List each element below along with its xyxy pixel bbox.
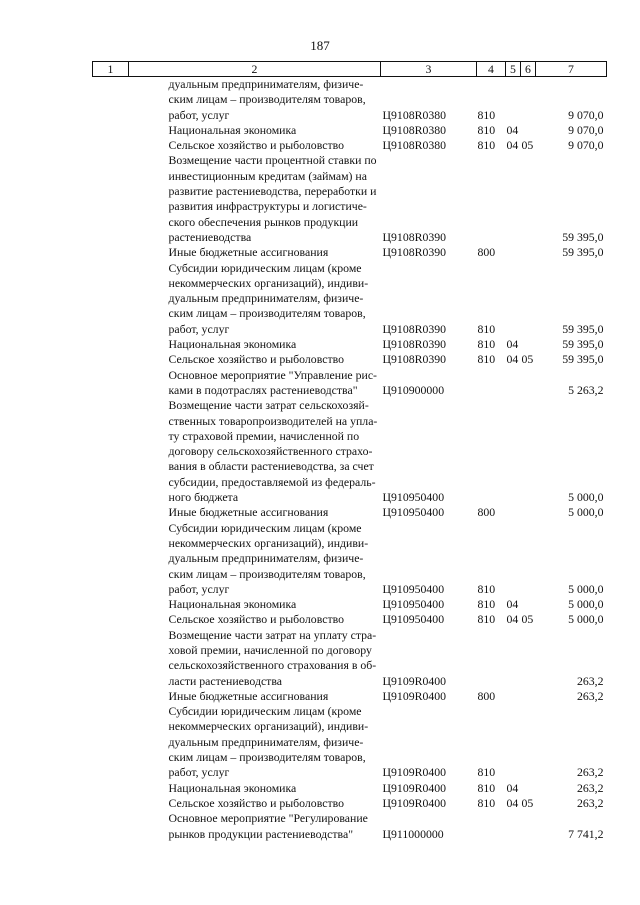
section-code — [506, 704, 521, 780]
expense-type — [477, 628, 506, 689]
expense-type: 800 — [477, 245, 496, 260]
item-name-line: Субсидии юридическим лицам (кроме — [168, 260, 362, 275]
subsection-code — [521, 337, 536, 352]
empty-cell — [93, 704, 129, 780]
table-row — [93, 123, 607, 138]
amount-value: 263,2 — [576, 780, 604, 795]
table-row — [93, 628, 607, 689]
amount-value: 59 395,0 — [562, 321, 604, 336]
item-name-line: Основное мероприятие "Управление рис- — [168, 367, 377, 382]
item-name-line: ского обеспечения рынков продукции — [168, 214, 359, 229]
table-row — [93, 612, 607, 627]
item-name — [129, 77, 381, 123]
empty-cell — [93, 138, 129, 153]
section-code — [506, 505, 521, 520]
header-col-7: 7 — [536, 62, 607, 77]
target-code: Ц9108R0380 — [382, 138, 447, 153]
table-row — [93, 689, 607, 704]
item-name — [129, 689, 381, 704]
item-name — [129, 521, 381, 597]
amount-value: 59 395,0 — [562, 337, 604, 352]
expense-type — [477, 398, 506, 505]
item-name-line: Национальная экономика — [168, 780, 297, 795]
expense-type: 810 — [477, 107, 496, 122]
item-name-line: дуальным предпринимателям, физиче- — [168, 734, 364, 749]
item-name-line: Сельское хозяйство и рыболовство — [168, 795, 344, 810]
target-code: Ц911000000 — [382, 826, 444, 841]
subsection-code — [521, 245, 536, 260]
item-name-line: Национальная экономика — [168, 337, 297, 352]
expense-type — [477, 153, 506, 245]
section-code — [506, 689, 521, 704]
target-code: Ц9108R0390 — [382, 321, 447, 336]
item-name-line: ласти растениеводства — [168, 673, 282, 688]
target-code: Ц910950400 — [382, 612, 445, 627]
table-row — [93, 811, 607, 842]
item-name — [129, 796, 381, 811]
table-header — [93, 62, 607, 77]
empty-cell — [93, 337, 129, 352]
expense-type: 810 — [477, 337, 496, 352]
item-name-line: ками в подотраслях растениеводства" — [168, 382, 358, 397]
target-code: Ц910950400 — [382, 490, 445, 505]
item-name — [129, 811, 381, 842]
amount-value: 9 070,0 — [568, 138, 604, 153]
item-name-line: дуальным предпринимателям, физиче- — [168, 77, 364, 91]
section-code — [506, 245, 521, 260]
item-name-line: некоммерческих организаций), индиви- — [168, 535, 369, 550]
subsection-code — [521, 398, 536, 505]
item-name-line: Возмещение части затрат на уплату стра- — [168, 627, 377, 642]
target-code: Ц910950400 — [382, 597, 445, 612]
item-name-line: Субсидии юридическим лицам (кроме — [168, 704, 362, 719]
amount-value: 9 070,0 — [568, 107, 604, 122]
table-row — [93, 796, 607, 811]
expense-type — [477, 368, 506, 399]
empty-cell — [93, 261, 129, 337]
item-name — [129, 368, 381, 399]
item-name-line: договору сельскохозяйственного страхо- — [168, 444, 373, 459]
section-code — [506, 811, 521, 842]
item-name — [129, 261, 381, 337]
section-code: 04 — [506, 597, 519, 612]
subsection-code — [521, 704, 536, 780]
table-row — [93, 781, 607, 796]
table-row — [93, 521, 607, 597]
table-row — [93, 245, 607, 260]
section-code: 04 — [506, 138, 519, 153]
item-name — [129, 245, 381, 260]
header-col-4: 4 — [477, 62, 506, 77]
subsection-code — [521, 123, 536, 138]
item-name — [129, 597, 381, 612]
item-name-line: ту страховой премии, начисленной по — [168, 428, 360, 443]
section-code: 04 — [506, 612, 519, 627]
subsection-code: 05 — [521, 138, 534, 153]
item-name — [129, 612, 381, 627]
item-name — [129, 781, 381, 796]
section-code: 04 — [506, 795, 519, 810]
subsection-code — [521, 368, 536, 399]
target-code: Ц9108R0390 — [382, 352, 447, 367]
expense-type: 810 — [477, 321, 496, 336]
empty-cell — [93, 153, 129, 245]
table-row — [93, 337, 607, 352]
budget-table — [92, 61, 607, 842]
item-name-line: развития инфраструктуры и логистиче- — [168, 199, 367, 214]
amount-value: 5 000,0 — [568, 612, 604, 627]
item-name-line: работ, услуг — [168, 765, 230, 780]
table-row — [93, 77, 607, 123]
expense-type: 800 — [477, 688, 496, 703]
expense-type: 810 — [477, 795, 496, 810]
empty-cell — [93, 123, 129, 138]
amount-value: 59 395,0 — [562, 229, 604, 244]
item-name-line: Национальная экономика — [168, 122, 297, 137]
header-row — [93, 62, 607, 77]
item-name — [129, 138, 381, 153]
item-name — [129, 352, 381, 367]
item-name-line: дуальным предпринимателям, физиче- — [168, 291, 364, 306]
item-name-line: ственных товаропроизводителей на упла- — [168, 413, 378, 428]
amount-value: 5 000,0 — [568, 490, 604, 505]
amount-value: 263,2 — [576, 765, 604, 780]
section-code — [506, 368, 521, 399]
expense-type: 810 — [477, 597, 496, 612]
target-code: Ц910950400 — [382, 581, 445, 596]
empty-cell — [93, 628, 129, 689]
empty-cell — [93, 505, 129, 520]
subsection-code — [521, 811, 536, 842]
item-name-line: растениеводства — [168, 229, 252, 244]
item-name-line: ховой премии, начисленной по договору — [168, 642, 372, 657]
expense-type: 810 — [477, 765, 496, 780]
amount-value: 59 395,0 — [562, 352, 604, 367]
section-code — [506, 398, 521, 505]
item-name — [129, 337, 381, 352]
empty-cell — [93, 781, 129, 796]
empty-cell — [93, 352, 129, 367]
item-name — [129, 628, 381, 689]
expense-type: 810 — [477, 138, 496, 153]
amount-value: 5 000,0 — [568, 597, 604, 612]
item-name-line: Основное мероприятие "Регулирование — [168, 811, 368, 826]
item-name-line: субсидии, предоставляемой из федераль- — [168, 474, 376, 489]
target-code: Ц9108R0390 — [382, 245, 447, 260]
target-code: Ц9109R0400 — [382, 673, 447, 688]
expense-type: 810 — [477, 352, 496, 367]
header-col-1: 1 — [93, 62, 129, 77]
empty-cell — [93, 245, 129, 260]
subsection-code — [521, 505, 536, 520]
empty-cell — [93, 612, 129, 627]
table-row — [93, 261, 607, 337]
target-code: Ц910900000 — [382, 382, 445, 397]
item-name-line: Сельское хозяйство и рыболовство — [168, 138, 344, 153]
subsection-code — [521, 689, 536, 704]
expense-type: 800 — [477, 505, 496, 520]
item-name-line: Национальная экономика — [168, 597, 297, 612]
subsection-code: 05 — [521, 612, 534, 627]
table-row — [93, 153, 607, 245]
section-code: 04 — [506, 780, 519, 795]
amount-value: 59 395,0 — [562, 245, 604, 260]
amount-value: 5 000,0 — [568, 505, 604, 520]
item-name-line: Возмещение части затрат сельскохозяй- — [168, 398, 369, 413]
amount-value: 263,2 — [576, 673, 604, 688]
item-name-line: некоммерческих организаций), индиви- — [168, 719, 369, 734]
item-name-line: сельскохозяйственного страхования в об- — [168, 658, 377, 673]
section-code: 04 — [506, 122, 519, 137]
target-code: Ц9109R0400 — [382, 688, 447, 703]
target-code: Ц9108R0390 — [382, 229, 447, 244]
target-code: Ц9108R0380 — [382, 107, 447, 122]
subsection-code — [521, 521, 536, 597]
expense-type: 810 — [477, 780, 496, 795]
subsection-code — [521, 261, 536, 337]
empty-cell — [93, 398, 129, 505]
target-code: Ц9108R0380 — [382, 122, 447, 137]
item-name-line: работ, услуг — [168, 107, 230, 122]
target-code: Ц9109R0400 — [382, 795, 447, 810]
item-name-line: дуальным предпринимателям, физиче- — [168, 551, 364, 566]
section-code: 04 — [506, 352, 519, 367]
amount-value: 263,2 — [576, 795, 604, 810]
expense-type: 810 — [477, 122, 496, 137]
table-row — [93, 368, 607, 399]
target-code: Ц9109R0400 — [382, 780, 447, 795]
item-name-line: ским лицам – производителям товаров, — [168, 92, 366, 107]
subsection-code — [521, 628, 536, 689]
item-name — [129, 153, 381, 245]
expense-type: 810 — [477, 612, 496, 627]
table-row — [93, 398, 607, 505]
section-code — [506, 153, 521, 245]
empty-cell — [93, 597, 129, 612]
section-code — [506, 628, 521, 689]
item-name-line: работ, услуг — [168, 321, 230, 336]
section-code: 04 — [506, 337, 519, 352]
amount-value: 9 070,0 — [568, 122, 604, 137]
item-name-line: рынков продукции растениеводства" — [168, 826, 354, 841]
item-name-line: Субсидии юридическим лицам (кроме — [168, 520, 362, 535]
table-row — [93, 704, 607, 780]
item-name-line: вания в области растениеводства, за счет — [168, 459, 374, 474]
expense-type: 810 — [477, 581, 496, 596]
section-code — [506, 521, 521, 597]
section-code — [506, 261, 521, 337]
subsection-code: 05 — [521, 795, 534, 810]
target-code: Ц9109R0400 — [382, 765, 447, 780]
empty-cell — [93, 811, 129, 842]
empty-cell — [93, 521, 129, 597]
table-body — [93, 77, 607, 842]
target-code: Ц9108R0390 — [382, 337, 447, 352]
header-col-2: 2 — [129, 62, 381, 77]
table-row — [93, 505, 607, 520]
item-name-line: Иные бюджетные ассигнования — [168, 245, 329, 260]
subsection-code: 05 — [521, 352, 534, 367]
amount-value: 263,2 — [576, 688, 604, 703]
page-number: 187 — [310, 38, 330, 53]
item-name-line: ским лицам – производителям товаров, — [168, 566, 366, 581]
item-name-line: развитие растениеводства, переработки и — [168, 184, 377, 199]
header-col-5: 5 — [506, 62, 521, 77]
item-name-line: Сельское хозяйство и рыболовство — [168, 352, 344, 367]
item-name-line: ного бюджета — [168, 490, 239, 505]
table-row — [93, 597, 607, 612]
empty-cell — [93, 796, 129, 811]
header-col-6: 6 — [521, 62, 536, 77]
item-name — [129, 505, 381, 520]
table-row — [93, 352, 607, 367]
amount-value: 5 000,0 — [568, 581, 604, 596]
item-name-line: ским лицам – производителям товаров, — [168, 306, 366, 321]
item-name-line: Иные бюджетные ассигнования — [168, 688, 329, 703]
subsection-code — [521, 597, 536, 612]
empty-cell — [93, 77, 129, 123]
item-name-line: ским лицам – производителям товаров, — [168, 750, 366, 765]
amount-value: 5 263,2 — [568, 382, 604, 397]
item-name-line: инвестиционным кредитам (займам) на — [168, 168, 367, 183]
item-name-line: некоммерческих организаций), индиви- — [168, 275, 369, 290]
item-name — [129, 123, 381, 138]
subsection-code — [521, 153, 536, 245]
subsection-code — [521, 77, 536, 123]
item-name-line: Возмещение части процентной ставки по — [168, 153, 377, 168]
amount-value: 7 741,2 — [568, 826, 604, 841]
empty-cell — [93, 689, 129, 704]
expense-type — [477, 811, 506, 842]
item-name — [129, 398, 381, 505]
section-code — [506, 77, 521, 123]
header-col-3: 3 — [381, 62, 477, 77]
item-name-line: Сельское хозяйство и рыболовство — [168, 612, 344, 627]
item-name-line: работ, услуг — [168, 581, 230, 596]
subsection-code — [521, 781, 536, 796]
target-code: Ц910950400 — [382, 505, 445, 520]
empty-cell — [93, 368, 129, 399]
item-name — [129, 704, 381, 780]
table-row — [93, 138, 607, 153]
item-name-line: Иные бюджетные ассигнования — [168, 505, 329, 520]
